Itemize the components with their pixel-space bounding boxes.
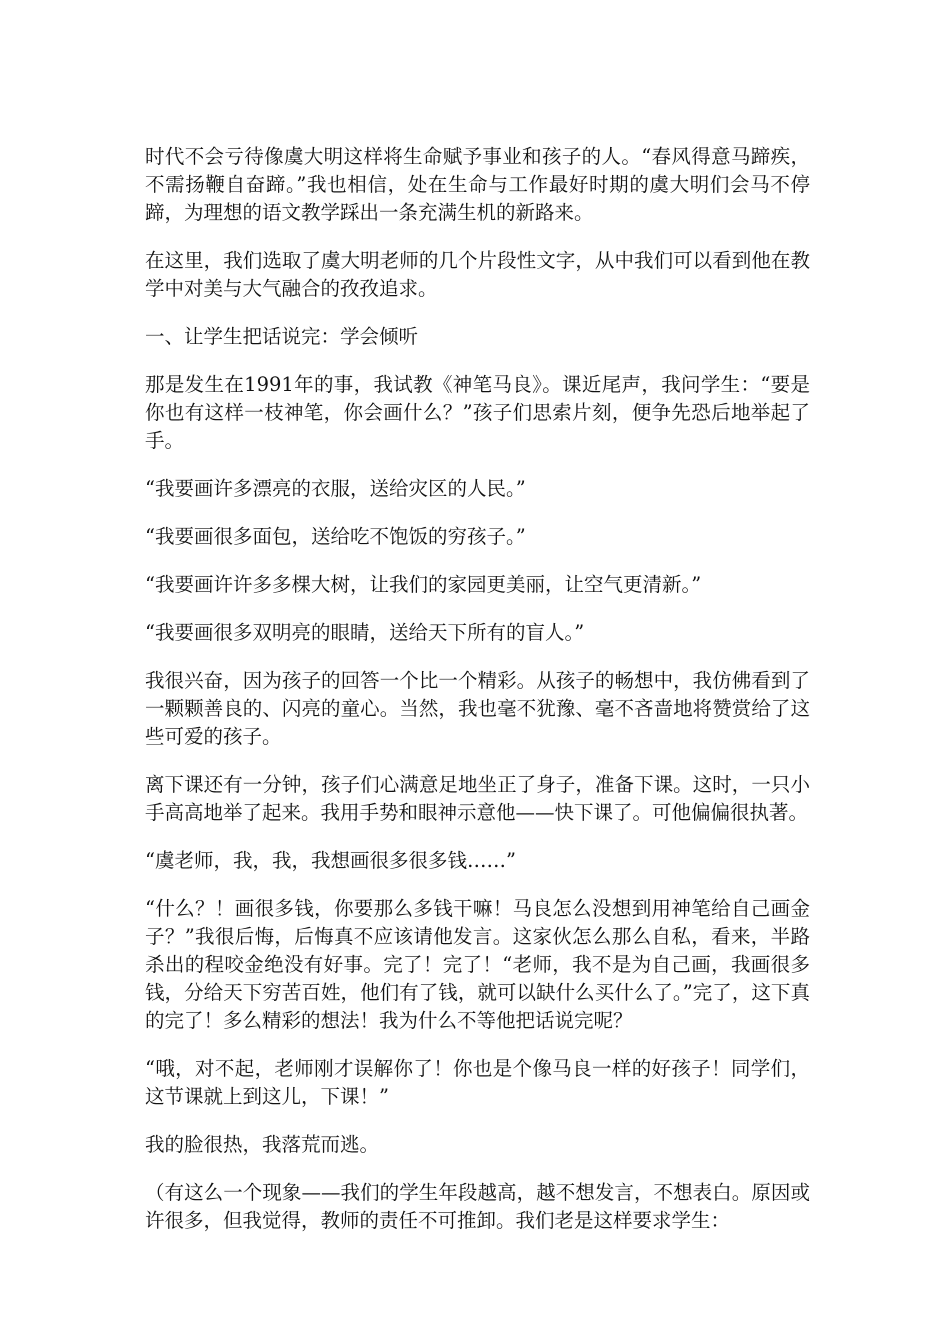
paragraph-story-start: 那是发生在1991年的事，我试教《神笔马良》。课近尾声，我问学生：“要是你也有这样一枝神笔，你会画什么？”孩子们思索片刻，便争先恐后地举起了手。 <box>145 373 810 452</box>
quote-bread: “我要画很多面包，送给吃不饱饭的穷孩子。” <box>145 525 526 548</box>
quote-eyes: “我要画很多双明亮的眼睛，送给天下所有的盲人。” <box>145 621 585 644</box>
paragraph-reflection: （有这么一个现象——我们的学生年段越高，越不想发言，不想表白。原因或许很多，但我觉得，教师的责任不可推卸。我们老是这样要求学生： <box>145 1181 810 1232</box>
paragraph-one-minute: 离下课还有一分钟，孩子们心满意足地坐正了身子，准备下课。这时，一只小手高高地举了起来。我用手势和眼神示意他——快下课了。可他偏偏很执著。 <box>145 773 810 824</box>
paragraph-face-hot: 我的脸很热，我落荒而逃。 <box>145 1133 380 1156</box>
paragraph-intro-conclusion: 时代不会亏待像虞大明这样将生命赋予事业和孩子的人。“春风得意马蹄疾，不需扬鞭自奋蹄。”我也相信，处在生命与工作最好时期的虞大明们会马不停蹄，为理想的语文教学踩出一条充满生机的新路来。 <box>145 145 810 224</box>
quote-money: “虞老师，我，我，我想画很多很多钱……” <box>145 849 516 872</box>
paragraph-selection-note: 在这里，我们选取了虞大明老师的几个片段性文字，从中我们可以看到他在教学中对美与大气融合的孜孜追求。 <box>145 249 810 300</box>
paragraph-misunderstanding: “什么？！画很多钱，你要那么多钱干嘛！马良怎么没想到用神笔给自己画金子？”我很后悔，后悔真不应该请他发言。这家伙怎么那么自私，看来，半路杀出的程咬金绝没有好事。完了！完了！“老师，我不是为自己画，我画很多钱，分给天下穷苦百姓，他们有了钱，就可以缺什么买什么了。”完了，这下真的完了！多么精彩的想法！我为什么不等他把话说完呢？ <box>145 897 810 1032</box>
quote-clothes: “我要画许多漂亮的衣服，送给灾区的人民。” <box>145 477 526 500</box>
quote-trees: “我要画许许多多棵大树，让我们的家园更美丽，让空气更清新。” <box>145 573 702 596</box>
section-heading: 一、让学生把话说完：学会倾听 <box>145 325 419 348</box>
quote-apology: “哦，对不起，老师刚才误解你了！你也是个像马良一样的好孩子！同学们，这节课就上到这儿，下课！” <box>145 1057 810 1108</box>
paragraph-excitement: 我很兴奋，因为孩子的回答一个比一个精彩。从孩子的畅想中，我仿佛看到了一颗颗善良的、闪亮的童心。当然，我也毫不犹豫、毫不吝啬地将赞赏给了这些可爱的孩子。 <box>145 669 810 748</box>
document-page <box>145 143 810 1255</box>
